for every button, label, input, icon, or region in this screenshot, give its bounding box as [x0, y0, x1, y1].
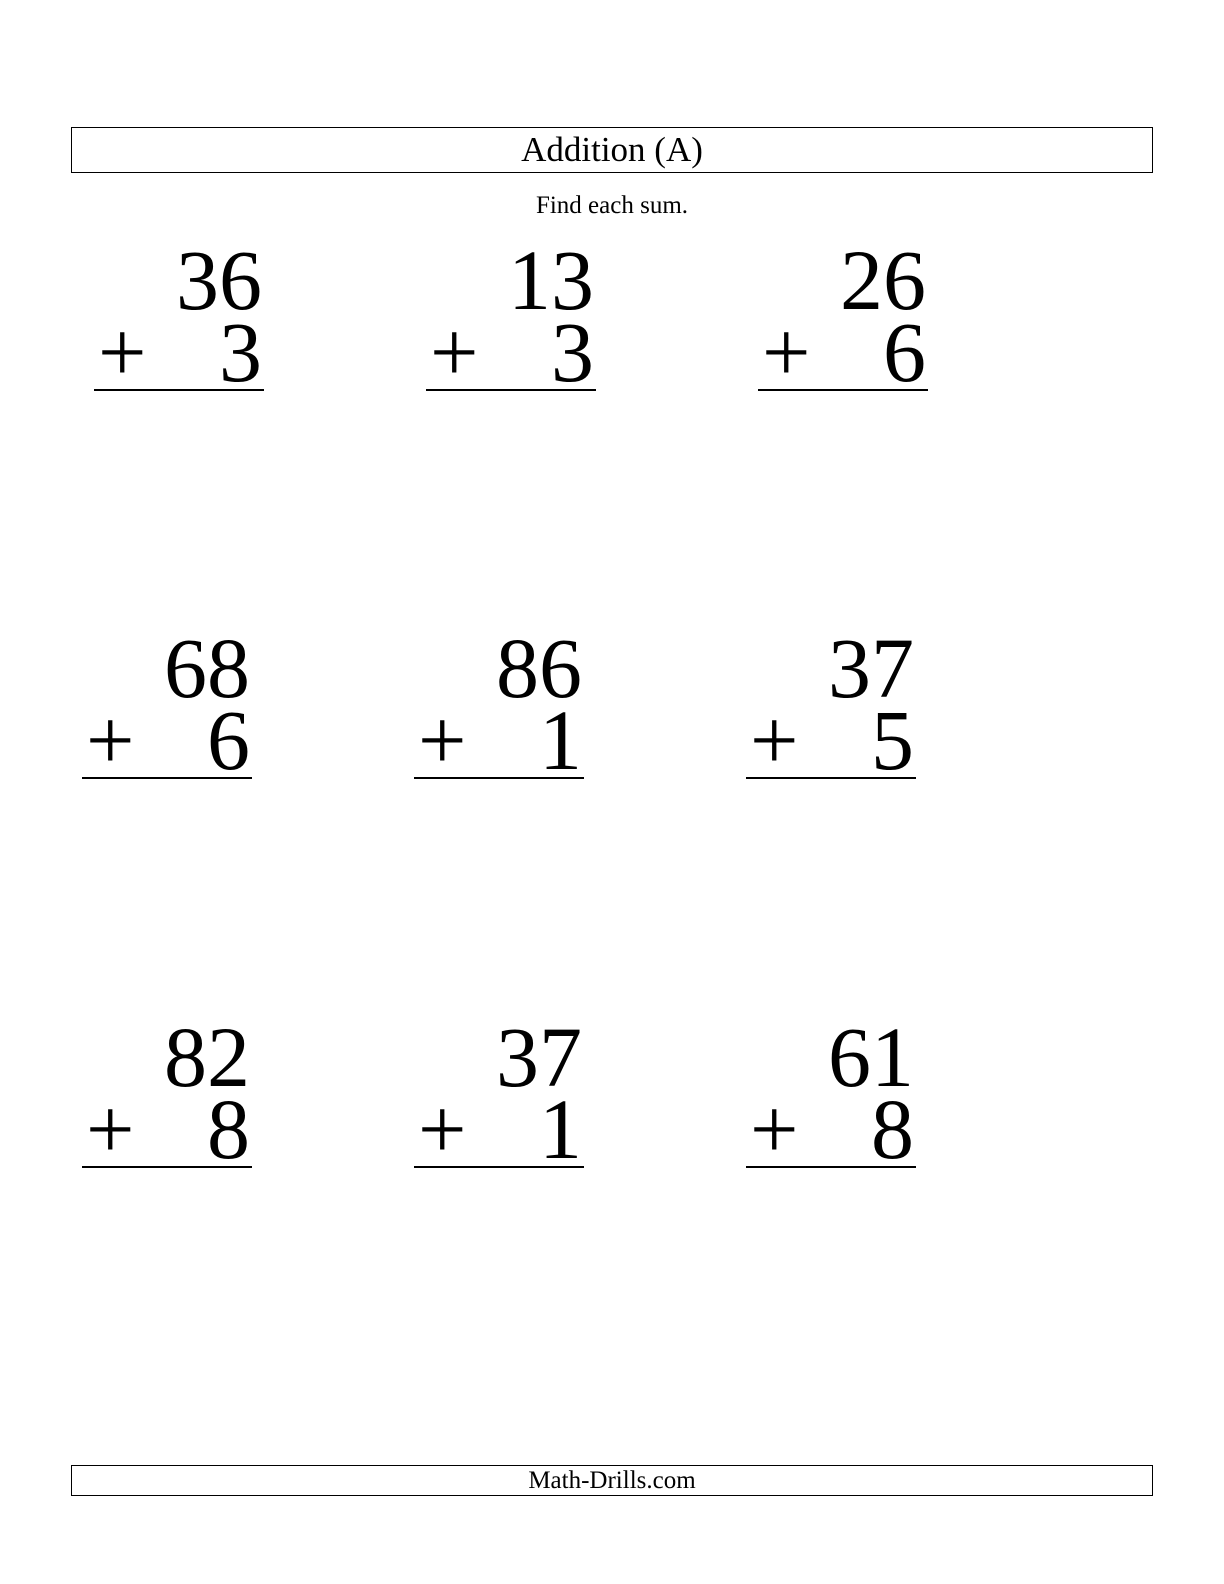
- instructions: Find each sum.: [535, 192, 689, 219]
- plus-sign: +: [86, 692, 135, 788]
- plus-sign: +: [430, 304, 479, 400]
- answer-line: [426, 389, 596, 391]
- answer-line: [94, 389, 264, 391]
- problem-6: [746, 620, 916, 788]
- plus-sign: +: [750, 692, 799, 788]
- problem-7: [82, 1009, 252, 1177]
- problem-3: [758, 232, 928, 400]
- problem-top-number: 37: [496, 1009, 582, 1105]
- problem-bottom-number: 8: [871, 1081, 914, 1177]
- problem-bottom-number: 8: [207, 1081, 250, 1177]
- answer-line: [746, 1166, 916, 1168]
- problem-top-number: 68: [164, 620, 250, 716]
- problem-top-number: 36: [176, 232, 262, 328]
- answer-line: [758, 389, 928, 391]
- problem-2: [426, 232, 596, 400]
- answer-line: [414, 1166, 584, 1168]
- page-title: [71, 127, 1153, 173]
- plus-sign: +: [418, 692, 467, 788]
- page-title-text: Addition (A): [521, 130, 703, 169]
- plus-sign: +: [86, 1081, 135, 1177]
- plus-sign: +: [762, 304, 811, 400]
- answer-line: [746, 777, 916, 779]
- plus-sign: +: [418, 1081, 467, 1177]
- footer-text: Math-Drills.com: [528, 1467, 696, 1494]
- problem-top-number: 26: [840, 232, 926, 328]
- plus-sign: +: [98, 304, 147, 400]
- problem-4: [82, 620, 252, 788]
- problem-bottom-number: 3: [551, 304, 594, 400]
- problem-8: [414, 1009, 584, 1177]
- footer: [71, 1465, 1153, 1496]
- problem-top-number: 86: [496, 620, 582, 716]
- problem-top-number: 61: [828, 1009, 914, 1105]
- problem-bottom-number: 6: [207, 692, 250, 788]
- problem-bottom-number: 1: [539, 692, 582, 788]
- problem-5: [414, 620, 584, 788]
- problem-1: [94, 232, 264, 400]
- problem-9: [746, 1009, 916, 1177]
- answer-line: [82, 1166, 252, 1168]
- problem-top-number: 82: [164, 1009, 250, 1105]
- answer-line: [82, 777, 252, 779]
- plus-sign: +: [750, 1081, 799, 1177]
- problem-bottom-number: 6: [883, 304, 926, 400]
- problem-bottom-number: 1: [539, 1081, 582, 1177]
- problem-top-number: 37: [828, 620, 914, 716]
- problem-top-number: 13: [508, 232, 594, 328]
- answer-line: [414, 777, 584, 779]
- problem-bottom-number: 3: [219, 304, 262, 400]
- problem-bottom-number: 5: [871, 692, 914, 788]
